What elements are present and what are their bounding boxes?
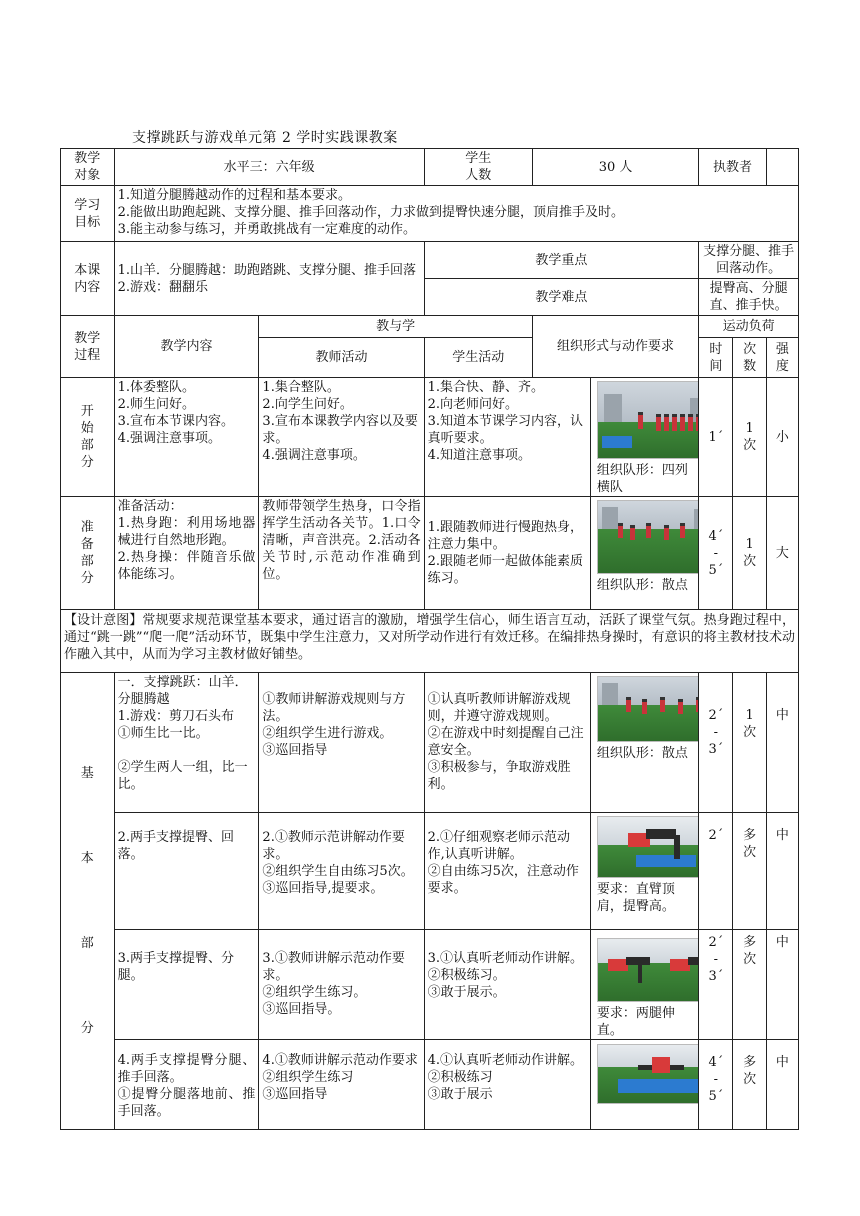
goals-list (114, 186, 798, 242)
phase-prep: 准 备 部 分 (61, 497, 115, 610)
main-teacher-4: 4.①教师讲解示范动作要求 ②组织学生练习 ③巡回指导 (259, 1040, 424, 1130)
goal-item: 3.能主动参与练习，并勇敢挑战有一定难度的动作。 (117, 222, 417, 237)
start-teacher: 1.集合整队。 2.向学生问好。 3.宣布本课教学内容以及要求。 4.强调注意事项。 (259, 378, 424, 497)
students-value: 30 人 (532, 149, 698, 186)
object-label: 教学 对象 (61, 149, 115, 186)
key-value: 支撑分腿、推手回落动作。 (699, 242, 799, 279)
main-teacher-2: 2.①教师示范讲解动作要求。 ②组织学生自由练习5次。 ③巡回指导,提要求。 (259, 813, 424, 930)
content-label: 本课 内容 (61, 242, 115, 316)
start-count: 1 次 (733, 378, 766, 497)
lesson-plan-table (60, 148, 799, 1130)
prep-count: 1 次 (733, 497, 766, 610)
main-caption-1: 组织队形：散点 (596, 746, 688, 761)
main-intensity-1: 中 (766, 673, 798, 813)
start-caption: 组织队形：四列横队 (596, 463, 688, 495)
scatter-photo (597, 500, 699, 574)
key-label: 教学重点 (424, 242, 699, 279)
main-student-4: 4.①认真听老师动作讲解。 ②积极练习 ③敢于展示 (424, 1040, 590, 1130)
main-intensity-4: 中 (766, 1040, 798, 1130)
student-header: 学生活动 (424, 338, 532, 378)
main-org-1 (590, 673, 698, 813)
main-org-3 (590, 930, 698, 1040)
main-time-2: 2´ (699, 813, 733, 930)
main-count-1: 1 次 (733, 673, 766, 813)
org-header: 组织形式与动作要求 (532, 316, 698, 378)
start-intensity: 小 (766, 378, 798, 497)
support-hip-photo (597, 816, 699, 878)
phase-start: 开 始 部 分 (61, 378, 115, 497)
formation-photo (597, 381, 699, 459)
teacher-header: 教师活动 (259, 338, 424, 378)
teach-learn-header: 教与学 (259, 316, 533, 338)
start-content: 1.体委整队。 2.师生问好。 3.宣布本节课内容。 4.强调注意事项。 (114, 378, 259, 497)
main-student-2: 2.①仔细观察老师示范动作,认真听讲解。 ②自由练习5次，注意动作要求。 (424, 813, 590, 930)
main-content-1: 一．支撑跳跃：山羊．分腿腾越 1.游戏：剪刀石头布 ①师生比一比。 ②学生两人一组，比一比。 (114, 673, 259, 813)
main-count-2: 多 次 (733, 813, 766, 930)
prep-student: 1.跟随教师进行慢跑热身，注意力集中。 2.跟随老师一起做体能素质练习。 (424, 497, 590, 610)
main-count-3: 多 次 (733, 930, 766, 1040)
object-value: 水平三：六年级 (114, 149, 424, 186)
main-content-3: 3.两手支撑提臀、分腿。 (114, 930, 259, 1040)
main-teacher-1: ①教师讲解游戏规则与方法。 ②组织学生进行游戏。 ③巡回指导 (259, 673, 424, 813)
process-header: 教学 过程 (61, 316, 115, 378)
intensity-header: 强 度 (766, 338, 798, 378)
main-content-2: 2.两手支撑提臀、回落。 (114, 813, 259, 930)
prep-time: 4´ - 5´ (699, 497, 733, 610)
main-org-2 (590, 813, 698, 930)
time-header: 时 间 (699, 338, 733, 378)
goal-item: 1.知道分腿腾越动作的过程和基本要求。 (117, 188, 352, 203)
prep-caption: 组织队形：散点 (596, 578, 688, 593)
students-label: 学生 人数 (424, 149, 532, 186)
prep-teacher: 教师带领学生热身，口令指挥学生活动各关节。1.口令清晰，声音洪亮。2.活动各关节时,示范动作准确到位。 (259, 497, 424, 610)
goal-item: 2.能做出助跑起跳、支撑分腿、推手回落动作，力求做到提臀快速分腿，顶肩推手及时。 (117, 205, 625, 220)
main-caption-2: 要求：直臂顶肩，提臀高。 (596, 882, 675, 914)
difficulty-value: 提臀高、分腿直、推手快。 (699, 279, 799, 316)
main-time-1: 2´ - 3´ (699, 673, 733, 813)
prep-content: 准备活动： 1.热身跑：利用场地器械进行自然地形跑。 2.热身操：伴随音乐做体能练习。 (114, 497, 259, 610)
main-intensity-3: 中 (766, 930, 798, 1040)
content-value: 1.山羊．分腿腾越：助跑踏跳、支撑分腿、推手回落 2.游戏：翻翻乐 (114, 242, 424, 316)
start-time: 1´ (699, 378, 733, 497)
main-time-4: 4´ - 5´ (699, 1040, 733, 1130)
main-student-1: ①认真听教师讲解游戏规则，并遵守游戏规则。 ②在游戏中时刻提醒自己注意安全。 ③积极参与，争取游戏胜利。 (424, 673, 590, 813)
teacher-value (766, 149, 798, 186)
count-header: 次 数 (733, 338, 766, 378)
design-intent: 【设计意图】常规要求规范课堂基本要求，通过语言的激励，增强学生信心，师生语言互动，活跃了课堂气氛。热身跑过程中，通过“跳一跳”“爬一爬”活动环节，既集中学生注意力，又对所学动作进行有效迁移。在编排热身操时，有意识的将主教材技术动作融入其中，从而为学习主教材做好铺垫。 (61, 610, 799, 673)
difficulty-label: 教学难点 (424, 279, 699, 316)
document-title: 支撑跳跃与游戏单元第 2 学时实践课教案 (132, 130, 398, 146)
prep-org (590, 497, 698, 610)
main-student-3: 3.①认真听老师动作讲解。 ②积极练习。 ③敢于展示。 (424, 930, 590, 1040)
main-caption-3: 要求：两腿伸直。 (596, 1006, 675, 1038)
main-org-4 (590, 1040, 698, 1130)
phase-main: 基 本 部 分 (61, 673, 115, 1130)
main-teacher-3: 3.①教师讲解示范动作要求。 ②组织学生练习。 ③巡回指导。 (259, 930, 424, 1040)
start-org (590, 378, 698, 497)
load-header: 运动负荷 (699, 316, 799, 338)
prep-intensity: 大 (766, 497, 798, 610)
start-student: 1.集合快、静、齐。 2.向老师问好。 3.知道本节课学习内容，认真听要求。 4.知道注意事项。 (424, 378, 590, 497)
teacher-label: 执教者 (699, 149, 767, 186)
vault-photo (597, 1044, 699, 1104)
main-content-4: 4.两手支撑提臀分腿、推手回落。 ①提臀分腿落地前、推手回落。 (114, 1040, 259, 1130)
main-time-3: 2´ - 3´ (699, 930, 733, 1040)
main-count-4: 多 次 (733, 1040, 766, 1130)
main-intensity-2: 中 (766, 813, 798, 930)
goals-label: 学习 目标 (61, 186, 115, 242)
game-photo (597, 676, 699, 742)
content-header: 教学内容 (114, 316, 259, 378)
support-split-photo (597, 938, 699, 1002)
